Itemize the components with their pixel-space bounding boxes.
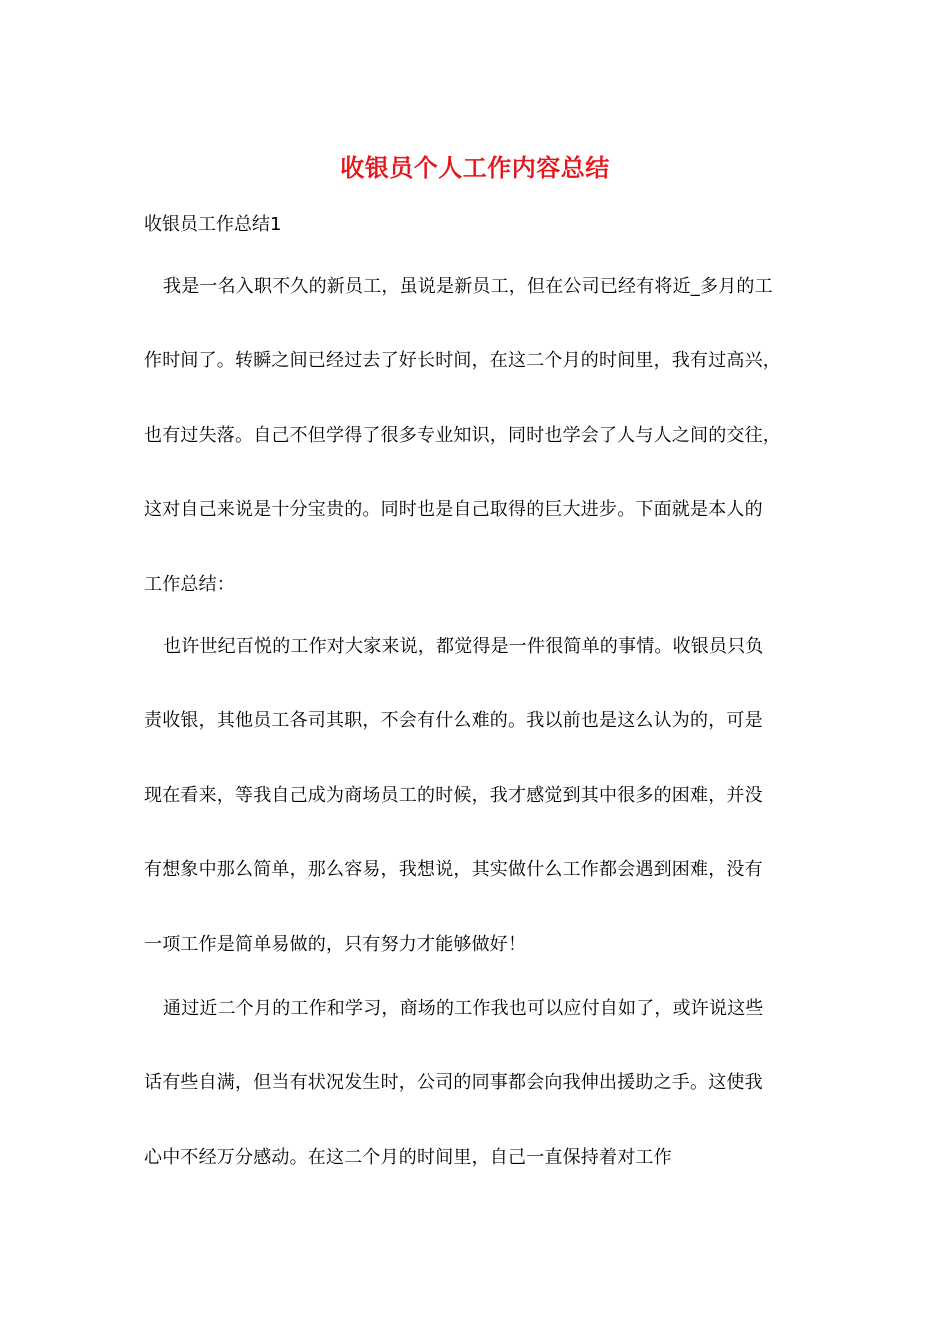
- paragraph-1-line-5: 工作总结：: [144, 574, 235, 595]
- paragraph-2-line-5: 一项工作是简单易做的，只有努力才能够做好！: [144, 934, 527, 955]
- paragraph-3-line-2: 话有些自满，但当有状况发生时，公司的同事都会向我伸出援助之手。这使我: [144, 1072, 763, 1093]
- paragraph-3-line-3: 心中不经万分感动。在这二个月的时间里，自己一直保持着对工作: [144, 1147, 672, 1168]
- document-title: 收银员个人工作内容总结: [340, 153, 610, 182]
- paragraph-1-line-1: 我是一名入职不久的新员工，虽说是新员工，但在公司已经有将近_多月的工: [163, 276, 773, 297]
- paragraph-1-line-2: 作时间了。转瞬之间已经过去了好长时间，在这二个月的时间里，我有过高兴，: [144, 350, 781, 371]
- paragraph-2-line-1: 也许世纪百悦的工作对大家来说，都觉得是一件很简单的事情。收银员只负: [163, 636, 764, 657]
- section-heading: 收银员工作总结1: [144, 214, 282, 235]
- paragraph-1-line-3: 也有过失落。自己不但学得了很多专业知识，同时也学会了人与人之间的交往，: [144, 425, 781, 446]
- paragraph-1-line-4: 这对自己来说是十分宝贵的。同时也是自己取得的巨大进步。下面就是本人的: [144, 499, 763, 520]
- paragraph-2-line-2: 责收银，其他员工各司其职，不会有什么难的。我以前也是这么认为的，可是: [144, 710, 763, 731]
- paragraph-2-line-4: 有想象中那么简单，那么容易，我想说，其实做什么工作都会遇到困难，没有: [144, 859, 763, 880]
- paragraph-3-line-1: 通过近二个月的工作和学习，商场的工作我也可以应付自如了，或许说这些: [163, 998, 764, 1019]
- paragraph-2-line-3: 现在看来，等我自己成为商场员工的时候，我才感觉到其中很多的困难，并没: [144, 785, 763, 806]
